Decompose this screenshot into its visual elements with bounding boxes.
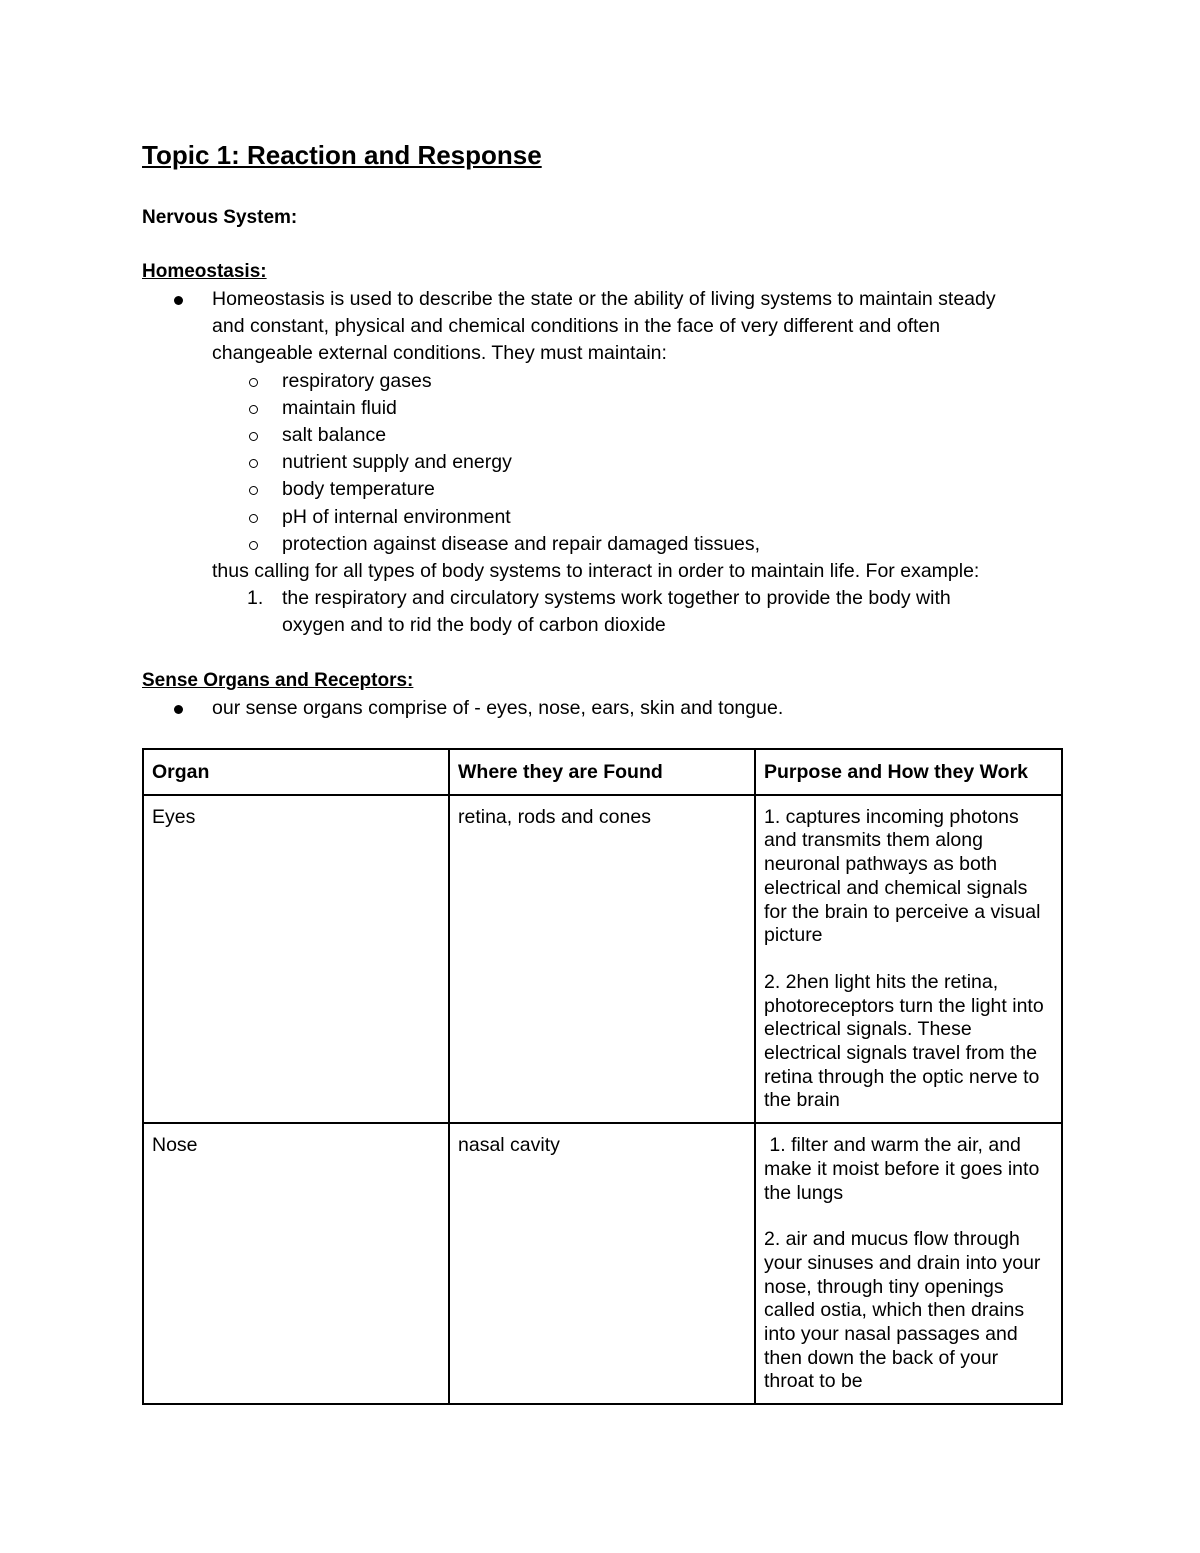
homeostasis-continuation: thus calling for all types of body systems to interact in order to maintain life. For example: [212, 559, 980, 582]
column-header-where: Where they are Found [449, 749, 755, 795]
bullet-circle-icon [249, 378, 258, 387]
list-item: maintain fluid [142, 395, 1062, 422]
numbered-line-1: the respiratory and circulatory systems work together to provide the body with [282, 587, 951, 610]
list-item: salt balance [142, 422, 1062, 449]
table-row [143, 795, 1062, 1123]
cell-purpose [755, 1123, 1062, 1404]
bullet-circle-icon [249, 541, 258, 550]
sense-organs-section [142, 695, 1062, 722]
column-header-organ: Organ [143, 749, 449, 795]
sense-organs-heading: Sense Organs and Receptors: [142, 670, 414, 691]
page-title: Topic 1: Reaction and Response [142, 140, 542, 170]
homeostasis-section [142, 286, 1062, 640]
purpose-paragraph: 1. filter and warm the air, and make it moist before it goes into the lungs [764, 1134, 1045, 1204]
cell-where: nasal cavity [449, 1123, 755, 1404]
bullet-dot-icon [174, 695, 183, 722]
bullet-circle-icon [249, 432, 258, 441]
homeostasis-heading: Homeostasis: [142, 261, 267, 282]
bullet-dot-icon [174, 286, 183, 313]
homeostasis-line-3: changeable external conditions. They must maintain: [212, 342, 667, 365]
nervous-system-heading: Nervous System: [142, 207, 298, 228]
homeostasis-line-1: Homeostasis is used to describe the state or the ability of living systems to maintain steady [212, 288, 996, 310]
homeostasis-line-2: and constant, physical and chemical conditions in the face of very different and often [212, 315, 941, 338]
cell-organ: Eyes [143, 795, 449, 1123]
cell-where: retina, rods and cones [449, 795, 755, 1123]
purpose-paragraph: 2. air and mucus flow through your sinuses and drain into your nose, through tiny openings called ostia, which then drains into your nasal passages and then down the back of your throat to be [764, 1228, 1041, 1393]
purpose-paragraph: 2. 2hen light hits the retina, photoreceptors turn the light into electrical signals. These electrical signals travel from the retina through the optic nerve to the brain [764, 970, 1044, 1112]
sense-organs-bullet: our sense organs comprise of - eyes, nose, ears, skin and tongue. [142, 695, 1062, 722]
column-header-purpose: Purpose and How they Work [755, 749, 1062, 795]
bullet-circle-icon [249, 514, 258, 523]
cell-purpose [755, 795, 1062, 1123]
purpose-paragraph: 1. captures incoming photons and transmits them along neuronal pathways as both electrical and chemical signals for the brain to perceive a visual picture [764, 805, 1041, 947]
homeostasis-bullet [142, 286, 1062, 368]
numbered-item [142, 585, 1062, 639]
list-item: pH of internal environment [142, 504, 1062, 531]
list-item: body temperature [142, 476, 1062, 503]
table-header-row [143, 749, 1062, 795]
sense-organs-table [142, 748, 1063, 1405]
list-item: respiratory gases [142, 368, 1062, 395]
numbered-line-2: oxygen and to rid the body of carbon dioxide [282, 614, 666, 637]
list-item: nutrient supply and energy [142, 449, 1062, 476]
bullet-circle-icon [249, 405, 258, 414]
bullet-circle-icon [249, 459, 258, 468]
table-row [143, 1123, 1062, 1404]
bullet-circle-icon [249, 486, 258, 495]
list-item: protection against disease and repair damaged tissues, [142, 531, 1062, 558]
cell-organ: Nose [143, 1123, 449, 1404]
list-number: 1. [247, 587, 264, 610]
